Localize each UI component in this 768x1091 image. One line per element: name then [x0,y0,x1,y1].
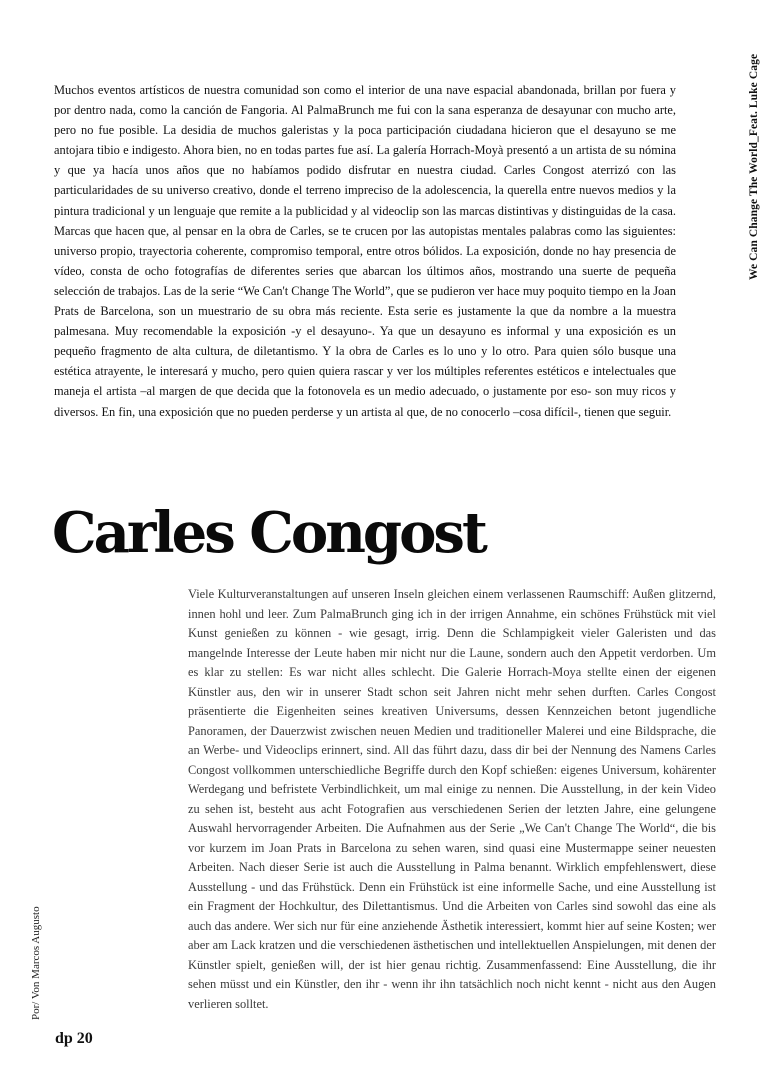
german-article-text: Viele Kulturveranstaltungen auf unseren Inseln gleichen einem verlassenen Raumschiff: Außen glitzernd, innen hohl und leer. Zum PalmaBrunch ging ich in der irrigen Annahme, ein schönes Frühstück mit viel Kunst genießen zu können - wie gesagt, irrig. Denn die Schlampigkeit vieler Galeristen und das mangelnde Interesse der Leute haben mir nicht nur die Laune, sondern auch den Appetit verdorben. Um es klar zu stellen: Es war nicht alles schlecht. Die Galerie Horrach-Moya stellte einen der eigenen Künstler aus, den wir in unserer Stadt schon seit Jahren nicht mehr sehen durften. Carles Congost präsentierte die Eigenheiten seines kreativen Universums, dessen Kennzeichen betont jugendliche Panoramen, der Dauerzwist zwischen neuen Medien und traditioneller Malerei und eine Bildsprache, die an Werbe- und Videoclips erinnert, sind. All das führt dazu, dass dir bei der Nennung des Namens Carles Congost vollkommen unterschiedliche Begriffe durch den Kopf schießen: eigenes Universum, kohärenter Werdegang und befristete Verbindlichkeit, um mal einige zu nennen. Die Ausstellung, in der kein Video zu sehen ist, besteht aus acht Fotografien aus verschiedenen Serien der letzten Jahre, eine gelungene Auswahl hervorragender Arbeiten. Die Aufnahmen aus der Serie „We Can't Change The World“, die bis vor kurzem im Joan Prats in Barcelona zu sehen waren, sind quasi eine Mustermappe seiner neuesten Arbeiten. Nach dieser Serie ist auch die Ausstellung in Palma benannt. Wirklich empfehlenswert, diese Ausstellung - und das Frühstück. Denn ein Frühstück ist eine informelle Sache, und eine Ausstellung ist ein Fragment der Hochkultur, des Dilettantismus. Und die Arbeiten von Carles sind sowohl das eine als auch das andere. Wer sich nur für eine anziehende Ästhetik interessiert, kommt hier auf seine Kosten; wer aber am Lack kratzen und die verschiedenen ästhetischen und intellektuellen Anspielungen, mit denen der Künstler spielt, genießen will, der ist hier genau richtig. Zusammenfassend: Eine Ausstellung, die ihr sehen müsst und ein Künstler, den ihr - wenn ihr ihn tatsächlich noch nicht kennt - nicht aus den Augen verlieren solltet. [188,587,716,1011]
author-credit-text: Por/ Von Marcos Augusto [30,906,42,1020]
author-credit [30,830,50,1020]
side-title-text: We Can Change The World_Feat. Luke Cage [748,53,760,280]
side-title [728,0,768,290]
spanish-article-text: Muchos eventos artísticos de nuestra comunidad son como el interior de una nave espacial abandonada, brillan por fuera y por dentro nada, como la canción de Fangoria. Al PalmaBrunch me fui con la sana esperanza de desayunar con mucho arte, pero no fue posible. La desidia de muchos galeristas y la poca participación ciudadana hicieron que el desayuno se me antojara tibio e indigesto. Ahora bien, no en todas partes fue así. La galería Horrach-Moyà presentó a un artista de su nómina y que ya hacía unos años que no habíamos podido disfrutar en nuestra ciudad. Carles Congost aterrizó con las particularidades de su universo creativo, donde el terreno impreciso de la adolescencia, la querella entre nuevos medios y la pintura tradicional y un lenguaje que remite a la publicidad y al videoclip son las marcas distintivas y distinguidas de la casa. Marcas que hacen que, al pensar en la obra de Carles, se te crucen por las autopistas mentales palabras como las siguientes: universo propio, trayectoria coherente, compromiso temporal, entre otros bólidos. La exposición, donde no hay presencia de vídeo, consta de ocho fotografías de diferentes series que abarcan los últimos años, mostrando una suerte de pequeña selección de trabajos. Las de la serie “We Can't Change The World”, que se pudieron ver hace muy poquito tiempo en la Joan Prats de Barcelona, son un muestrario de su obra más reciente. Esta serie es justamente la que da nombre a la muestra palmesana. Muy recomendable la exposición -y el desayuno-. Ya que un desayuno es informal y una exposición es un pequeño fragmento de alta cultura, de diletantismo. Y la obra de Carles es lo uno y lo otro. Para quien sólo busque una estética atrayente, le interesará y mucho, pero quien quiera rascar y ver los múltiples referentes estéticos e intelectuales que maneja el artista –al margen de que decida que la fotonovela es un medio adecuado, o justamente por eso- son muy ricos y diversos. En fin, una exposición que no pueden perderse y un artista al que, de no conocerlo –cosa difícil-, tienen que seguir. [54,83,676,419]
page-number: dp 20 [55,1030,93,1047]
main-heading: Carles Congost [52,500,485,566]
